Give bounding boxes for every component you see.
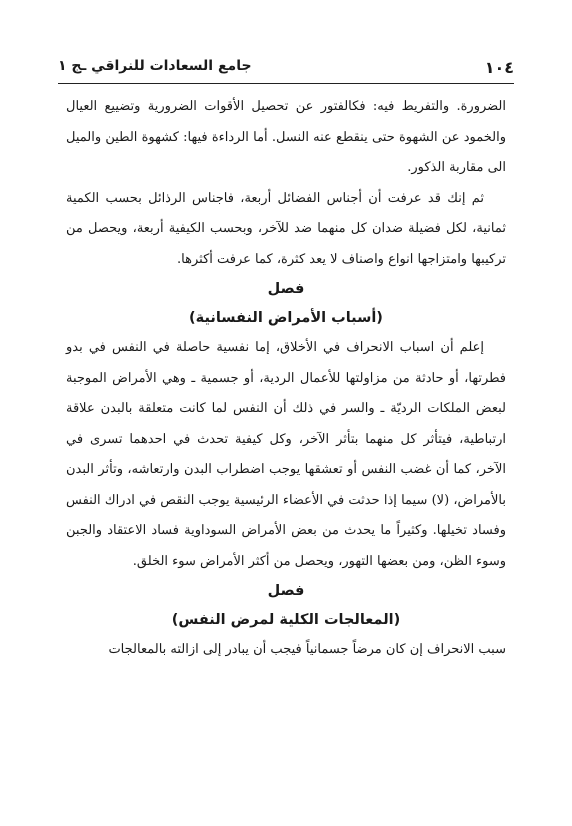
running-title: جامع السعادات للنراقي ـج ١ <box>58 58 252 74</box>
page-body <box>66 92 506 666</box>
paragraph: ثم إنك قد عرفت أن أجناس الفضائل أربعة، فاجناس الرذائل بحسب الكمية ثمانية، لكل فضيلة ضدان كل منهما ضد للآخر، وبحسب الكيفية أربعة، ويحصل من تركيبها وامتزاجها انواع واصناف لا يعد كثرة، كما عرفت أكثرها. <box>66 190 506 267</box>
paragraph: إعلم أن اسباب الانحراف في الأخلاق، إما نفسية حاصلة في النفس في بدو فطرتها، أو حادثة من مزاولتها للأعمال الردية، أو جسمية ـ وهي الأمراض الموجبة لبعض الملكات الرديّة ـ والسر في ذلك أن النفس لما كانت متعلقة بالبدن علاقة ارتباطية، فيتأثر كل منهما بتأثر الآخر، وكل كيفية تحدث في احدهما تسرى في الآخر، كما أن غضب النفس أو تعشقها يوجب اضطراب البدن وارتعاشه، وتأثر البدن بالأمراض، (لا) سيما إذا حدثت في الأعضاء الرئيسية يوجب النقص في ادراك النفس وفساد تخيلها. وكثيراً ما يحدث من بعض الأمراض السوداوية فساد الاعتقاد والجبن وسوء الظن، ومن بعضها التهور، ويحصل من أكثر الأمراض سوء الخلق. <box>66 340 506 569</box>
section-title: فصل <box>267 281 305 297</box>
paragraph: سبب الانحراف إن كان مرضاً جسمانياً فيجب أن يبادر إلى ازالته بالمعالجات <box>108 642 506 657</box>
running-header <box>58 52 514 82</box>
section-subtitle: (أسباب الأمراض النفسانية) <box>189 310 383 326</box>
section-title: فصل <box>267 583 305 599</box>
paragraph: الضرورة. والتفريط فيه: فكالفتور عن تحصيل الأقوات الضرورية وتضييع العيال والخمود عن الشهوة حتى ينقطع عنه النسل. أما الرداءة فيها: كشهوة الطين والميل الى مقاربة الذكور. <box>66 99 506 175</box>
page-number: ١٠٤ <box>484 58 514 77</box>
header-rule <box>58 83 514 84</box>
section-subtitle: (المعالجات الكلية لمرض النفس) <box>171 612 401 628</box>
